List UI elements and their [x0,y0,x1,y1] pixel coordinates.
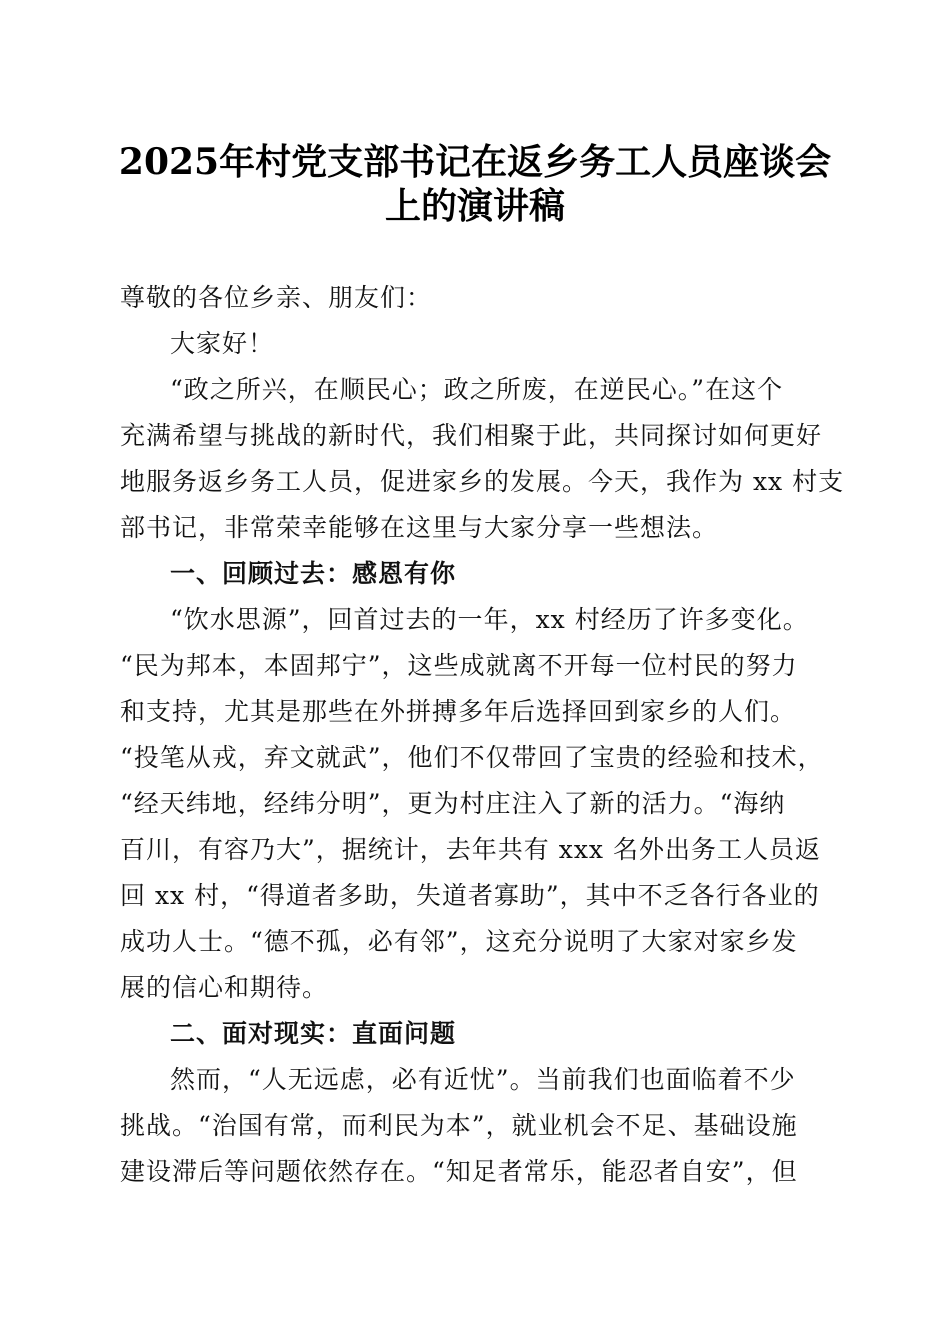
paragraph-line: “政之所兴，在顺民心；政之所废，在逆民心。”在这个 [170,375,784,404]
salutation: 尊敬的各位乡亲、朋友们： [120,283,433,312]
paragraph-line: 成功人士。“德不孤，必有邻”，这充分说明了大家对家乡发 [120,927,798,956]
document-title-line-1: 2025年村党支部书记在返乡务工人员座谈会 [118,141,832,183]
paragraph-line: 地服务返乡务工人员，促进家乡的发展。今天，我作为 xx 村支 [120,467,845,496]
document-title-line-2: 上的演讲稿 [384,185,565,227]
paragraph-line: 百川，有容乃大”，据统计，去年共有 xxx 名外出务工人员返 [120,835,821,864]
paragraph-line: 然而，“人无远虑，必有近忧”。当前我们也面临着不少 [170,1065,796,1094]
paragraph-line: “经天纬地，经纬分明”，更为村庄注入了新的活力。“海纳 [120,789,786,818]
paragraph-line: 回 xx 村，“得道者多助，失道者寡助”，其中不乏各行各业的 [120,881,820,910]
paragraph-line: 建设滞后等问题依然存在。“知足者常乐，能忍者自安”，但 [120,1157,798,1186]
paragraph-line: “民为邦本，本固邦宁”，这些成就离不开每一位村民的努力 [120,651,798,680]
paragraph-line: 展的信心和期待。 [120,973,329,1002]
section-heading-1: 一、回顾过去：感恩有你 [170,559,457,588]
paragraph-line: 和支持，尤其是那些在外拼搏多年后选择回到家乡的人们。 [120,697,797,726]
paragraph-line: 部书记，非常荣幸能够在这里与大家分享一些想法。 [120,513,719,542]
greeting: 大家好！ [170,329,275,358]
paragraph-line: 充满希望与挑战的新时代，我们相聚于此，共同探讨如何更好 [120,421,823,450]
paragraph-line: “饮水思源”，回首过去的一年，xx 村经历了许多变化。 [170,605,809,634]
paragraph-line: “投笔从戎，弃文就武”，他们不仅带回了宝贵的经验和技术， [120,743,824,772]
section-heading-2: 二、面对现实：直面问题 [170,1019,457,1048]
paragraph-line: 挑战。“治国有常，而利民为本”，就业机会不足、基础设施 [120,1111,798,1140]
